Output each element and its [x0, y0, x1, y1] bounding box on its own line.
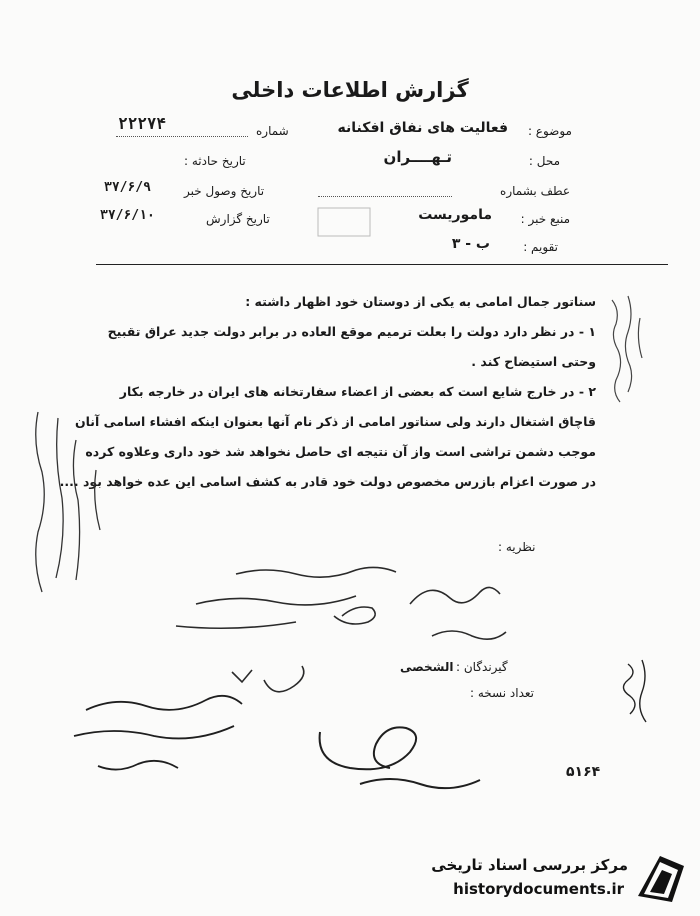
right-side-marks	[623, 660, 646, 722]
footer-watermark	[400, 850, 690, 910]
document-title: گزارش اطلاعات داخلی	[231, 78, 469, 102]
report-date-label: تاریخ گزارش	[206, 212, 270, 226]
footer-url[interactable]: historydocuments.ir	[453, 880, 624, 898]
bottom-left-handwriting	[74, 696, 242, 770]
receipt-date-value: ۳۷/۶/۹	[104, 180, 151, 195]
number-label: شماره	[256, 124, 289, 138]
archive-number: ۵۱۶۴	[566, 764, 601, 780]
body-line-2: ۱ - در نظر دارد دولت را بعلت ترمیم موقع العاده در برابر دولت جدید عراق تقبیح	[107, 324, 596, 339]
body-line-3: وحتی استیضاح کند .	[471, 354, 596, 369]
subject-value: فعالیت های نفاق افکنانه	[337, 120, 508, 136]
body-line-5: قاچاق اشتغال دارند ولی سناتور امامی از ذکر نام آنها بعنوان اینکه افشاء اسامی آنان	[74, 414, 596, 429]
location-label: محل :	[528, 154, 560, 168]
evaluation-label: تقویم :	[523, 240, 558, 254]
source-label: منبع خبر :	[520, 212, 570, 226]
incident-date-label: تاریخ حادثه :	[184, 154, 246, 168]
reference-label: عطف بشماره	[500, 184, 570, 198]
receipt-date-label: تاریخ وصول خبر	[184, 184, 265, 198]
body-line-1: سناتور جمال امامی به یکی از دوستان خود اظهار داشته :	[245, 294, 596, 309]
archive-logo-icon	[632, 852, 690, 906]
right-margin-handwriting	[612, 296, 642, 402]
body-line-4: ۲ - در خارج شایع است که بعضی از اعضاء سفارتخانه های ایران در خارجه بکار	[119, 384, 596, 399]
signature-block	[176, 567, 506, 691]
copies-label: تعداد نسخه :	[470, 686, 535, 700]
faint-stamp	[318, 208, 370, 236]
bottom-signature	[320, 727, 480, 788]
footer-title: مرکز بررسی اسناد تاریخی	[431, 856, 628, 874]
left-margin-handwriting	[36, 412, 100, 592]
subject-label: موضوع :	[527, 124, 572, 138]
body-line-6: موجب دشمن تراشی است واز آن نتیجه ای حاصل نخواهد شد خود داری وعلاوه کرده	[85, 444, 596, 459]
comment-label: نظریه :	[498, 540, 536, 554]
source-value: ماموریست	[418, 207, 492, 223]
location-value: تـهــــران	[383, 148, 452, 166]
number-value: ۲۲۲۷۴	[118, 114, 167, 133]
recipients-value: الشخصی	[400, 660, 454, 674]
report-date-value: ۳۷/۶/۱۰	[100, 208, 155, 223]
evaluation-value: ب - ۳	[451, 236, 490, 252]
recipients-label: گیرندگان :	[456, 660, 508, 674]
body-line-7: در صورت اعزام بازرس مخصوص دولت خود قادر به کشف اسامی این عده خواهد بود ....	[59, 474, 596, 489]
